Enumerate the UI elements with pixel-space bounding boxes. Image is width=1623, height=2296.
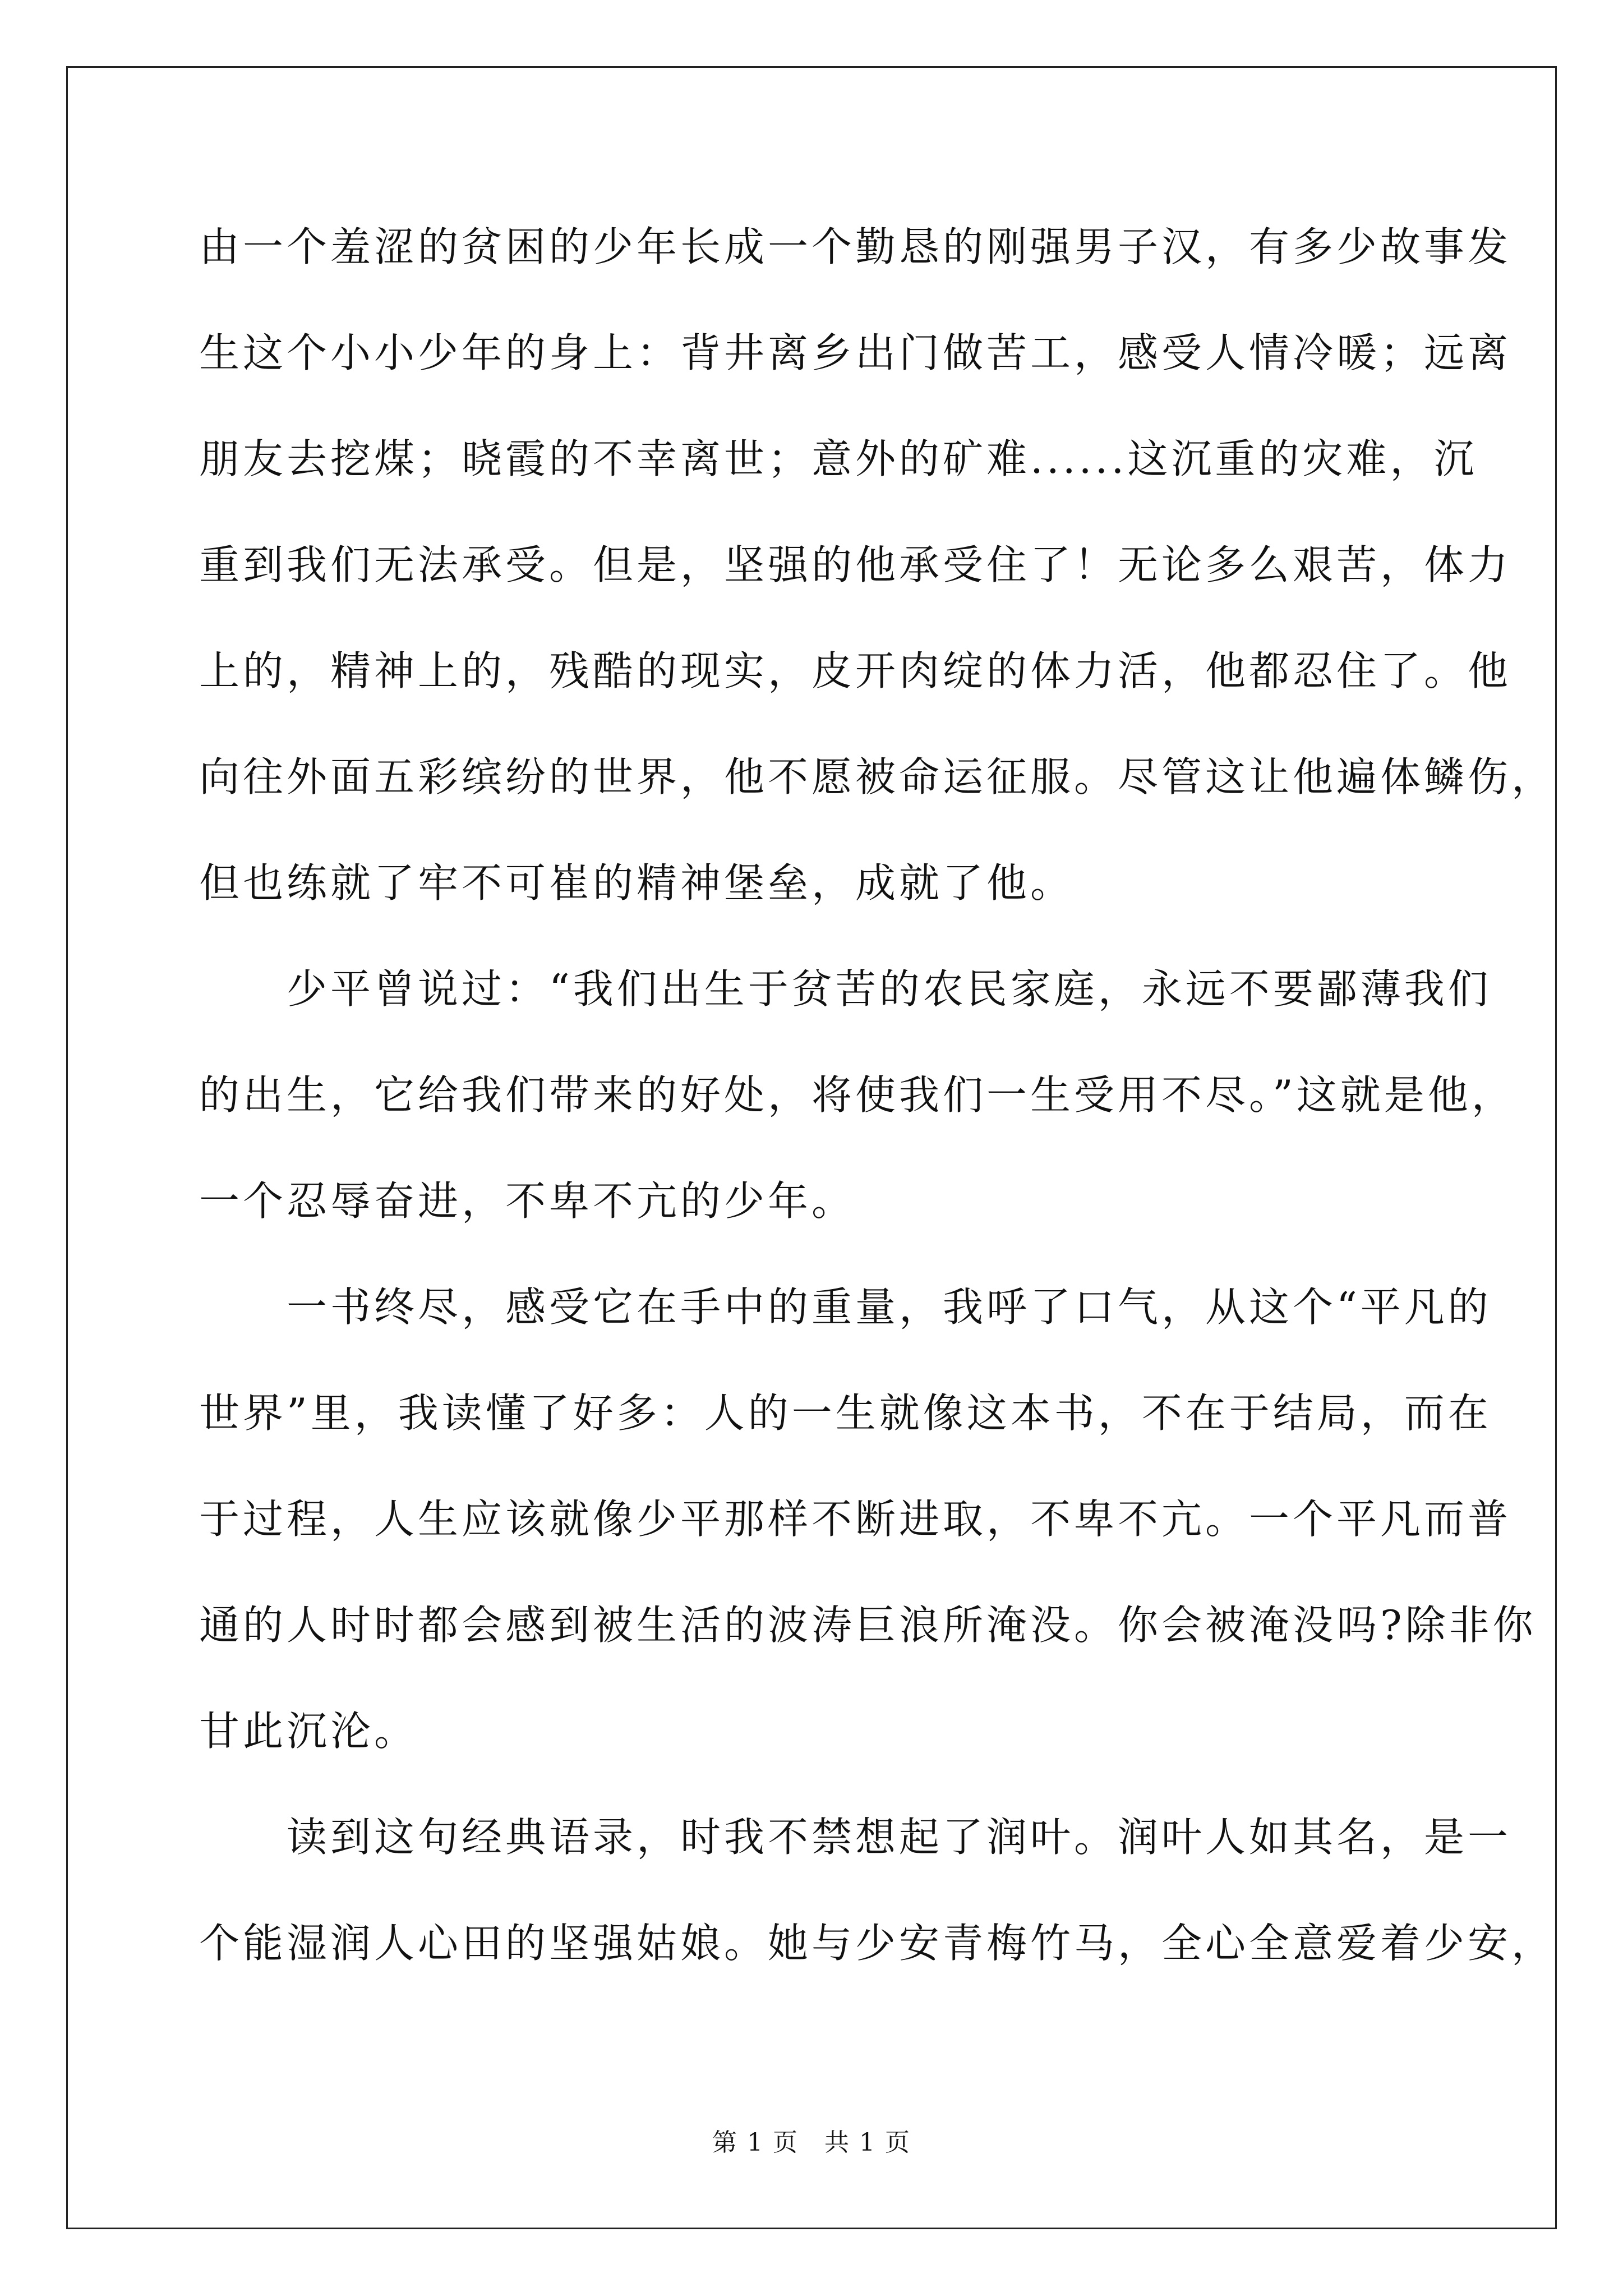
text-line: 但也练就了牢不可崔的精神堡垒，成就了他。 — [199, 859, 1075, 907]
text-line: 重到我们无法承受。但是，坚强的他承受住了！无论多么艰苦，体力 — [199, 541, 1512, 588]
text-line: 向往外面五彩缤纷的世界，他不愿被命运征服。尽管这让他遍体鳞伤， — [199, 753, 1556, 800]
text-line: 上的，精神上的，残酷的现实，皮开肉绽的体力活，他都忍住了。他 — [199, 647, 1512, 694]
text-line: 于过程，人生应该就像少平那样不断进取，不卑不亢。一个平凡而普 — [199, 1496, 1512, 1543]
text-line: 一个忍辱奋进，不卑不亢的少年。 — [199, 1177, 856, 1225]
text-line: 世界”里，我读懂了好多：人的一生就像这本书，不在于结局，而在 — [199, 1389, 1492, 1437]
page-footer: 第 1 页 共 1 页 — [712, 2128, 911, 2157]
text-line: 读到这句经典语录，时我不禁想起了润叶。润叶人如其名，是一 — [199, 1814, 1512, 1861]
text-line: 甘此沉沦。 — [199, 1708, 418, 1755]
text-line: 个能湿润人心田的坚强姑娘。她与少安青梅竹马，全心全意爱着少安， — [199, 1920, 1556, 1967]
text-line: 一书终尽，感受它在手中的重量，我呼了口气，从这个“平凡的 — [199, 1283, 1492, 1331]
text-line: 通的人时时都会感到被生活的波涛巨浪所淹没。你会被淹没吗?除非你 — [199, 1602, 1537, 1649]
text-line: 由一个羞涩的贫困的少年长成一个勤恳的刚强男子汉，有多少故事发 — [199, 223, 1512, 270]
text-line: 生这个小小少年的身上：背井离乡出门做苦工，感受人情冷暖；远离 — [199, 329, 1512, 376]
text-line: 少平曾说过：“我们出生于贫苦的农民家庭，永远不要鄙薄我们 — [199, 965, 1492, 1013]
text-line: 朋友去挖煤；晓霞的不幸离世；意外的矿难......这沉重的灾难，沉 — [199, 435, 1478, 482]
text-line: 的出生，它给我们带来的好处，将使我们一生受用不尽。”这就是他， — [199, 1071, 1515, 1119]
page-border — [66, 66, 1557, 2229]
